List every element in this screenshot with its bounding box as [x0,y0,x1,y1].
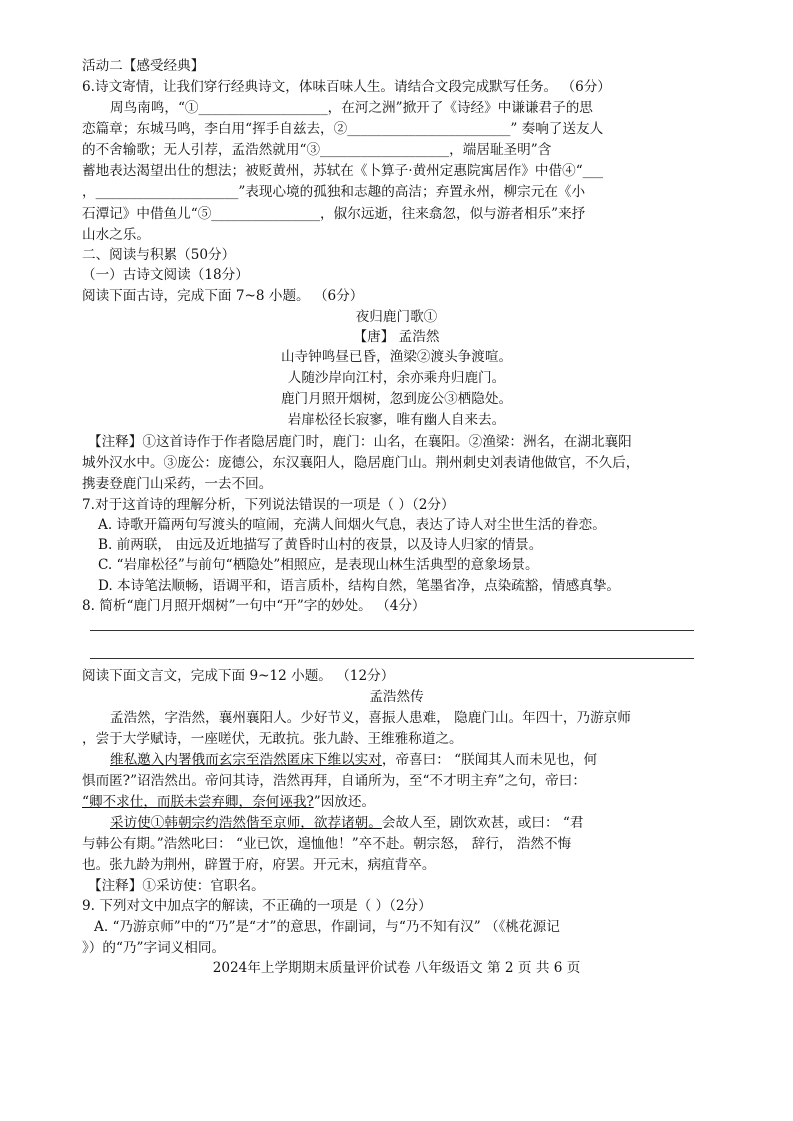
q6-line: 石潭记》中借鱼儿“⑤________________，俶尔远逝，往来翕忽，似与游者相乐”来抒 [82,206,586,222]
prose-notes: 【注释】①采访使：官职名。 [88,878,265,894]
section-title: 二、阅读与积累（50分） [82,247,236,263]
prose-title: 孟浩然传 [369,689,424,705]
q9-stem: 9. 下列对文中加点字的解读，不正确的一项是（ ）（2分） [82,898,432,914]
poem-title: 夜归鹿门歌① [355,309,438,325]
poem-line: 鹿门月照开烟树，忽到庞公③栖隐处。 [280,391,513,407]
prose-text: ，帝喜曰： “朕闻其人而未见也，何 [381,752,598,768]
prose-line [110,750,597,770]
answer-line[interactable] [90,630,694,631]
underlined-sentence: 维私邀入内署俄而玄宗至浩然匿床下维以实对 [110,752,382,768]
prose-line: 孟浩然，字浩然，襄州襄阳人。少好节义，喜振人患难， 隐鹿门山。年四十，乃游京师 [110,710,631,726]
prose-text: 会故人至，剧饮欢甚，或曰： “君 [381,815,584,831]
poem-line: 山寺钟鸣昼已昏，渔梁②渡头争渡喧。 [280,349,513,365]
prose-instruction: 阅读下面文言文，完成下面 9~12 小题。 （12分） [82,668,395,684]
prose-line: 惧而匿?”诏浩然出。帝问其诗，浩然再拜，自诵所为，至“不才明主弃”之句，帝曰： [82,773,586,789]
prose-line: ，尝于大学赋诗，一座嗟伏，无敢抗。张九龄、王维雅称道之。 [82,731,463,747]
prose-text: ”因放还。 [313,794,376,810]
q7-option-d: D. 本诗笔法顺畅，语调平和，语言质朴，结构自然，笔墨省净，点染疏豁，情感真挚。 [98,578,621,594]
poem-notes: 携妻登鹿门山采药，一去不回。 [82,476,273,492]
q6-line: 恋篇章；东城马鸣，李白用“挥手自兹去，②________________________” 奏响了送友人 [82,121,604,137]
prose-line: 也。张九龄为荆州，辟置于府，府罢。开元末，病疽背卒。 [82,857,436,873]
poem-line: 人随沙岸向江村，余亦乘舟归鹿门。 [287,370,506,386]
q6-line: ，_____________________”表现心境的孤独和志趣的高洁；弃置永州，柳宗元在《小 [82,184,586,200]
q6-line: 山水之乐。 [82,227,150,243]
poem-notes: 城外汉水中。③庞公：庞德公，东汉襄阳人，隐居鹿门山。荆州刺史刘表请他做官，不久后， [82,455,640,471]
prose-line [82,792,375,812]
poem-notes: 【注释】①这首诗作于作者隐居鹿门时，鹿门：山名，在襄阳。②渔梁：洲名，在湖北襄阳 [88,434,632,450]
underlined-sentence: “卿不求仕，而朕未尝弃卿，奈何诬我? [82,794,314,810]
prose-line [110,813,583,833]
q7-option-a: A. 诗歌开篇两句写渡头的喧闹，充满人间烟火气息，表达了诗人对尘世生活的眷恋。 [98,517,606,533]
poem-line: 岩扉松径长寂寥，唯有幽人自来去。 [287,412,506,428]
q7-option-b: B. 前两联， 由远及近地描写了黄昏时山村的夜景，以及诗人归家的情景。 [98,537,543,553]
poem-instruction: 阅读下面古诗，完成下面 7~8 小题。 （6分） [82,288,364,304]
q9-option-a: A. “乃游京师”中的“乃”是“才”的意思，作副词，与“乃不知有汉” （《桃花源记 [94,919,560,935]
page-footer: 2024年上学期期末质量评价试卷 八年级语文 第 2 页 共 6 页 [212,960,581,976]
answer-line[interactable] [90,658,694,659]
q7-stem: 7.对于这首诗的理解分析，下列说法错误的一项是（ ）（2分） [82,497,455,513]
underlined-sentence: 采访使①韩朝宗约浩然偕至京师，欲荐诸朝。 [110,815,382,831]
activity-title: 活动二【感受经典】 [82,58,205,74]
prose-line: 与韩公有期。”浩然叱曰： “业已饮，遑恤他！”卒不赴。朝宗怒， 辞行， 浩然不悔 [82,836,572,852]
q7-option-c: C. “岩扉松径”与前句“栖隐处”相照应，是表现山林生活典型的意象场景。 [98,557,539,573]
q6-stem: 6.诗文寄情，让我们穿行经典诗文，体味百味人生。请结合文段完成默写任务。 （6分） [82,79,611,95]
q6-line: 周鸟南鸣，“①___________________，在河之洲”掀开了《诗经》中谦谦君子的思 [110,100,593,116]
subsection-title: （一）古诗文阅读（18分） [82,267,249,283]
q8-stem: 8. 简析“鹿门月照开烟树”一句中“开”字的妙处。 （4分） [82,598,426,614]
q6-line: 蓄地表达渴望出仕的想法；被贬黄州，苏轼在《卜算子·黄州定惠院寓居作》中借④“___ [82,163,604,179]
poem-author: 【唐】 孟浩然 [353,329,440,345]
q9-option-a: 》）的“乃”字词义相同。 [82,940,226,956]
q6-line: 的不舍输歌；无人引荐，孟浩然就用“③___________________，端居耻圣明”含 [82,142,552,158]
